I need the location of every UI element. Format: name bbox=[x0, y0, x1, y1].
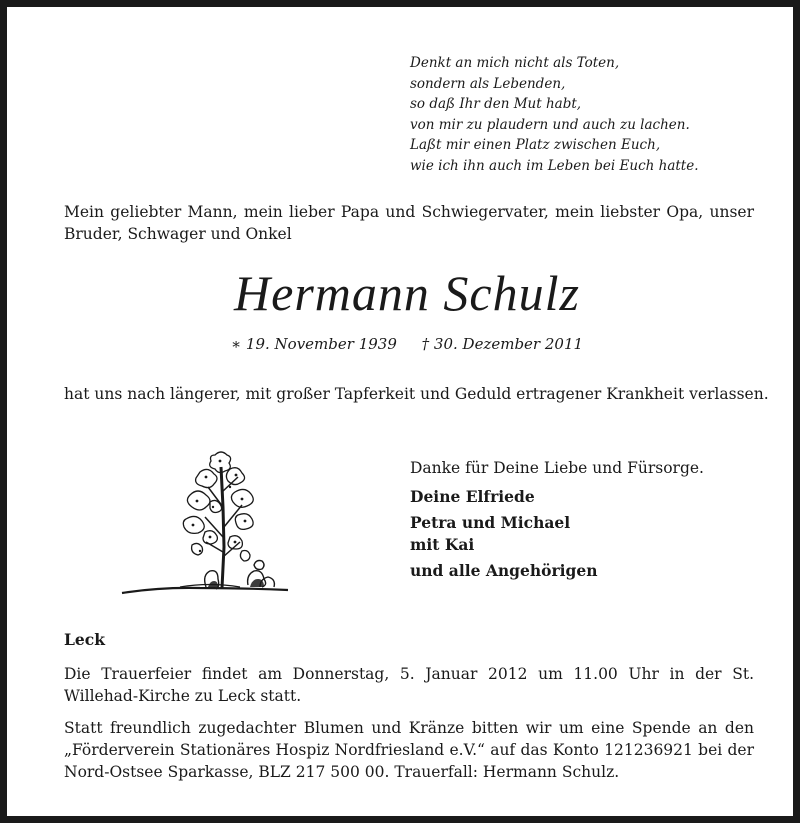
mourner-wife: Deine Elfriede bbox=[410, 487, 535, 506]
poem-line: sondern als Lebenden, bbox=[410, 75, 566, 92]
funeral-notice: Die Trauerfeier findet am Donnerstag, 5. Januar 2012 um 11.00 Uhr in der St. Willehad-Kirche zu Leck statt. bbox=[64, 665, 754, 705]
mourner-relatives: und alle Angehörigen bbox=[410, 561, 598, 580]
life-dates bbox=[7, 335, 800, 353]
poem bbox=[410, 53, 699, 176]
poem-line: Laßt mir einen Platz zwischen Euch, bbox=[410, 137, 661, 153]
birth-date: ∗ 19. November 1939 bbox=[230, 335, 397, 353]
passing-text: hat uns nach längerer, mit großer Tapferkeit und Geduld ertragener Krankheit verlassen. bbox=[64, 385, 769, 403]
poem-line: so daß Ihr den Mut habt, bbox=[410, 96, 582, 112]
mourner-grandchild: mit Kai bbox=[410, 535, 475, 554]
poem-line: von mir zu plaudern und auch zu lachen. bbox=[410, 116, 690, 133]
death-date: † 30. Dezember 2011 bbox=[421, 335, 584, 353]
intro-text: Mein geliebter Mann, mein lieber Papa und Schwiegervater, mein liebster Opa, unser Bruder, Schwager und Onkel bbox=[64, 203, 754, 243]
donation-notice: Statt freundlich zugedachter Blumen und Kränze bitten wir um eine Spende an den „Förderverein Stationäres Hospiz Nordfriesland e.V.“ auf das Konto 121236921 bei der Nord-Ostsee Sparkasse, BLZ 217 500 00. Trauerfall: Hermann Schulz. bbox=[64, 719, 754, 781]
poem-line: wie ich ihn auch im Leben bei Euch hatte. bbox=[410, 157, 699, 174]
thanks-block bbox=[410, 457, 704, 582]
poem-line: Denkt an mich nicht als Toten, bbox=[410, 55, 620, 71]
mourner-children: Petra und Michael bbox=[410, 513, 571, 532]
deceased-name: Hermann Schulz bbox=[234, 265, 580, 321]
tree-illustration bbox=[120, 447, 290, 602]
thanks-line: Danke für Deine Liebe und Fürsorge. bbox=[410, 459, 704, 477]
place-heading: Leck bbox=[64, 630, 105, 649]
